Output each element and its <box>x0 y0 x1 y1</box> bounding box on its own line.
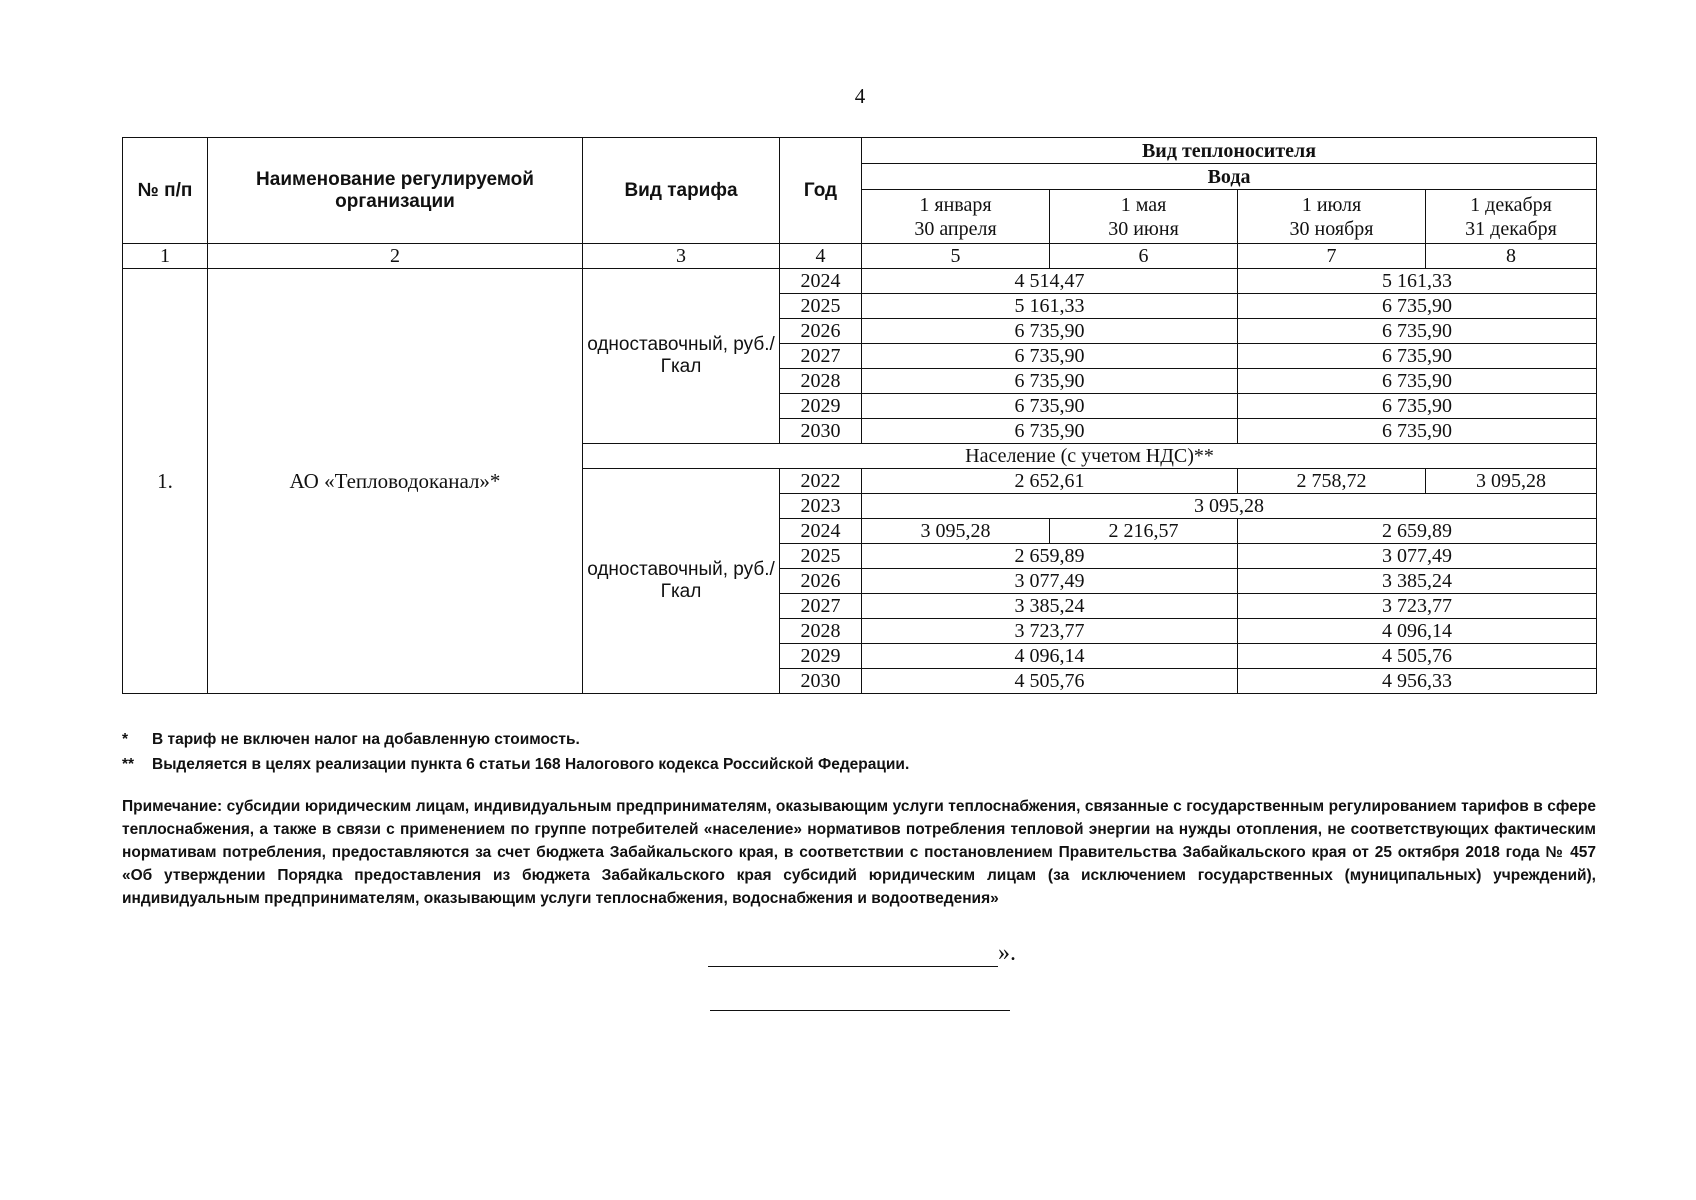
header-tariff-type: Вид тарифа <box>583 138 780 244</box>
footnote-mark: ** <box>122 756 135 773</box>
tariff-value-full-year: 3 095,28 <box>862 494 1597 519</box>
footnotes <box>122 727 909 777</box>
header-period-may-jun: 1 мая 30 июня <box>1050 190 1238 244</box>
header-year: Год <box>780 138 862 244</box>
tariff-value-h1: 6 735,90 <box>862 394 1238 419</box>
year-cell: 2030 <box>780 419 862 444</box>
col-number: 1 <box>123 244 208 269</box>
header-period-jul-nov: 1 июля 30 ноября <box>1238 190 1426 244</box>
tariff-value-h1: 3 385,24 <box>862 594 1238 619</box>
tariff-value-h2: 6 735,90 <box>1238 319 1597 344</box>
col-number: 7 <box>1238 244 1426 269</box>
year-cell: 2029 <box>780 394 862 419</box>
footnote-mark: * <box>122 731 129 748</box>
note-paragraph: Примечание: субсидии юридическим лицам, индивидуальным предпринимателям, оказывающим услуги теплоснабжения, связанные с государственным регулированием тарифов в сфере теплоснабжения, а также в связи с применением по группе потребителей «население» нормативов потребления тепловой энергии на нужды отопления, не соответствующих фактическим нормативам потребления, предоставляются за счет бюджета Забайкальского края, в соответствии с постановлением Правительства Забайкальского края от 25 октября 2018 года № 457 «Об утверждении Порядка предоставления из бюджета Забайкальского края субсидий юридическим лицам (за исключением государственных (муниципальных) учреждений), индивидуальным предпринимателям, оказывающим услуги теплоснабжения, водоснабжения и водоотведения» <box>122 798 1596 907</box>
tariff-value-h1: 6 735,90 <box>862 319 1238 344</box>
tariff-value-h1: 4 505,76 <box>862 669 1238 694</box>
tariff-value-h2: 2 659,89 <box>1238 519 1597 544</box>
year-cell: 2024 <box>780 269 862 294</box>
year-cell: 2030 <box>780 669 862 694</box>
header-num: № п/п <box>123 138 208 244</box>
population-section-label: Население (с учетом НДС)** <box>583 444 1597 469</box>
year-cell: 2025 <box>780 294 862 319</box>
tariff-value-h1: 3 077,49 <box>862 569 1238 594</box>
tariff-value-h1: 6 735,90 <box>862 344 1238 369</box>
tariff-value-jan-apr: 3 095,28 <box>862 519 1050 544</box>
page-number: 4 <box>854 84 866 108</box>
tariff-value-h2: 6 735,90 <box>1238 294 1597 319</box>
closing-quote-line <box>708 940 1016 967</box>
tariff-value-h1: 4 514,47 <box>862 269 1238 294</box>
organization-name: АО «Тепловодоканал»* <box>208 269 583 694</box>
tariff-type-section1: одноставочный, руб./Гкал <box>583 269 780 444</box>
signature-line <box>708 946 998 967</box>
tariff-type-section2: одноставочный, руб./Гкал <box>583 469 780 694</box>
header-organization: Наименование регулируемой организации <box>208 138 583 244</box>
tariff-value-h1: 6 735,90 <box>862 419 1238 444</box>
divider <box>710 1010 1010 1011</box>
footnote-vat <box>122 727 909 752</box>
year-cell: 2023 <box>780 494 862 519</box>
row-number: 1. <box>123 269 208 694</box>
footnote-text: Выделяется в целях реализации пункта 6 статьи 168 Налогового кодекса Российской Федерации. <box>152 756 910 773</box>
tariff-value-h2: 3 077,49 <box>1238 544 1597 569</box>
tariff-value-h1: 2 652,61 <box>862 469 1238 494</box>
tariff-value-h2: 5 161,33 <box>1238 269 1597 294</box>
year-cell: 2027 <box>780 594 862 619</box>
footnote-text: В тариф не включен налог на добавленную стоимость. <box>152 731 580 748</box>
tariff-value-jul-nov: 2 758,72 <box>1238 469 1426 494</box>
tariff-value-h2: 6 735,90 <box>1238 369 1597 394</box>
closing-quote: ». <box>998 940 1016 966</box>
tariff-value-h2: 4 956,33 <box>1238 669 1597 694</box>
col-number: 8 <box>1426 244 1597 269</box>
year-cell: 2022 <box>780 469 862 494</box>
col-number: 4 <box>780 244 862 269</box>
year-cell: 2028 <box>780 619 862 644</box>
tariff-value-may-jun: 2 216,57 <box>1050 519 1238 544</box>
header-period-jan-apr: 1 января 30 апреля <box>862 190 1050 244</box>
year-cell: 2027 <box>780 344 862 369</box>
footnote-tax-code <box>122 752 909 777</box>
header-heat-carrier: Вид теплоносителя <box>862 138 1597 164</box>
col-number: 5 <box>862 244 1050 269</box>
year-cell: 2026 <box>780 569 862 594</box>
tariff-value-h1: 6 735,90 <box>862 369 1238 394</box>
tariff-value-h1: 2 659,89 <box>862 544 1238 569</box>
tariff-value-h2: 3 385,24 <box>1238 569 1597 594</box>
tariff-value-h2: 4 096,14 <box>1238 619 1597 644</box>
tariff-value-h2: 6 735,90 <box>1238 419 1597 444</box>
tariff-value-dec: 3 095,28 <box>1426 469 1597 494</box>
year-cell: 2028 <box>780 369 862 394</box>
tariff-value-h2: 3 723,77 <box>1238 594 1597 619</box>
tariff-value-h1: 3 723,77 <box>862 619 1238 644</box>
col-number: 6 <box>1050 244 1238 269</box>
year-cell: 2029 <box>780 644 862 669</box>
header-water: Вода <box>862 164 1597 190</box>
tariff-table <box>122 137 1597 694</box>
year-cell: 2026 <box>780 319 862 344</box>
header-period-dec: 1 декабря 31 декабря <box>1426 190 1597 244</box>
col-number: 3 <box>583 244 780 269</box>
tariff-value-h1: 5 161,33 <box>862 294 1238 319</box>
tariff-value-h2: 6 735,90 <box>1238 344 1597 369</box>
tariff-value-h2: 6 735,90 <box>1238 394 1597 419</box>
tariff-value-h1: 4 096,14 <box>862 644 1238 669</box>
col-number: 2 <box>208 244 583 269</box>
year-cell: 2024 <box>780 519 862 544</box>
year-cell: 2025 <box>780 544 862 569</box>
tariff-value-h2: 4 505,76 <box>1238 644 1597 669</box>
